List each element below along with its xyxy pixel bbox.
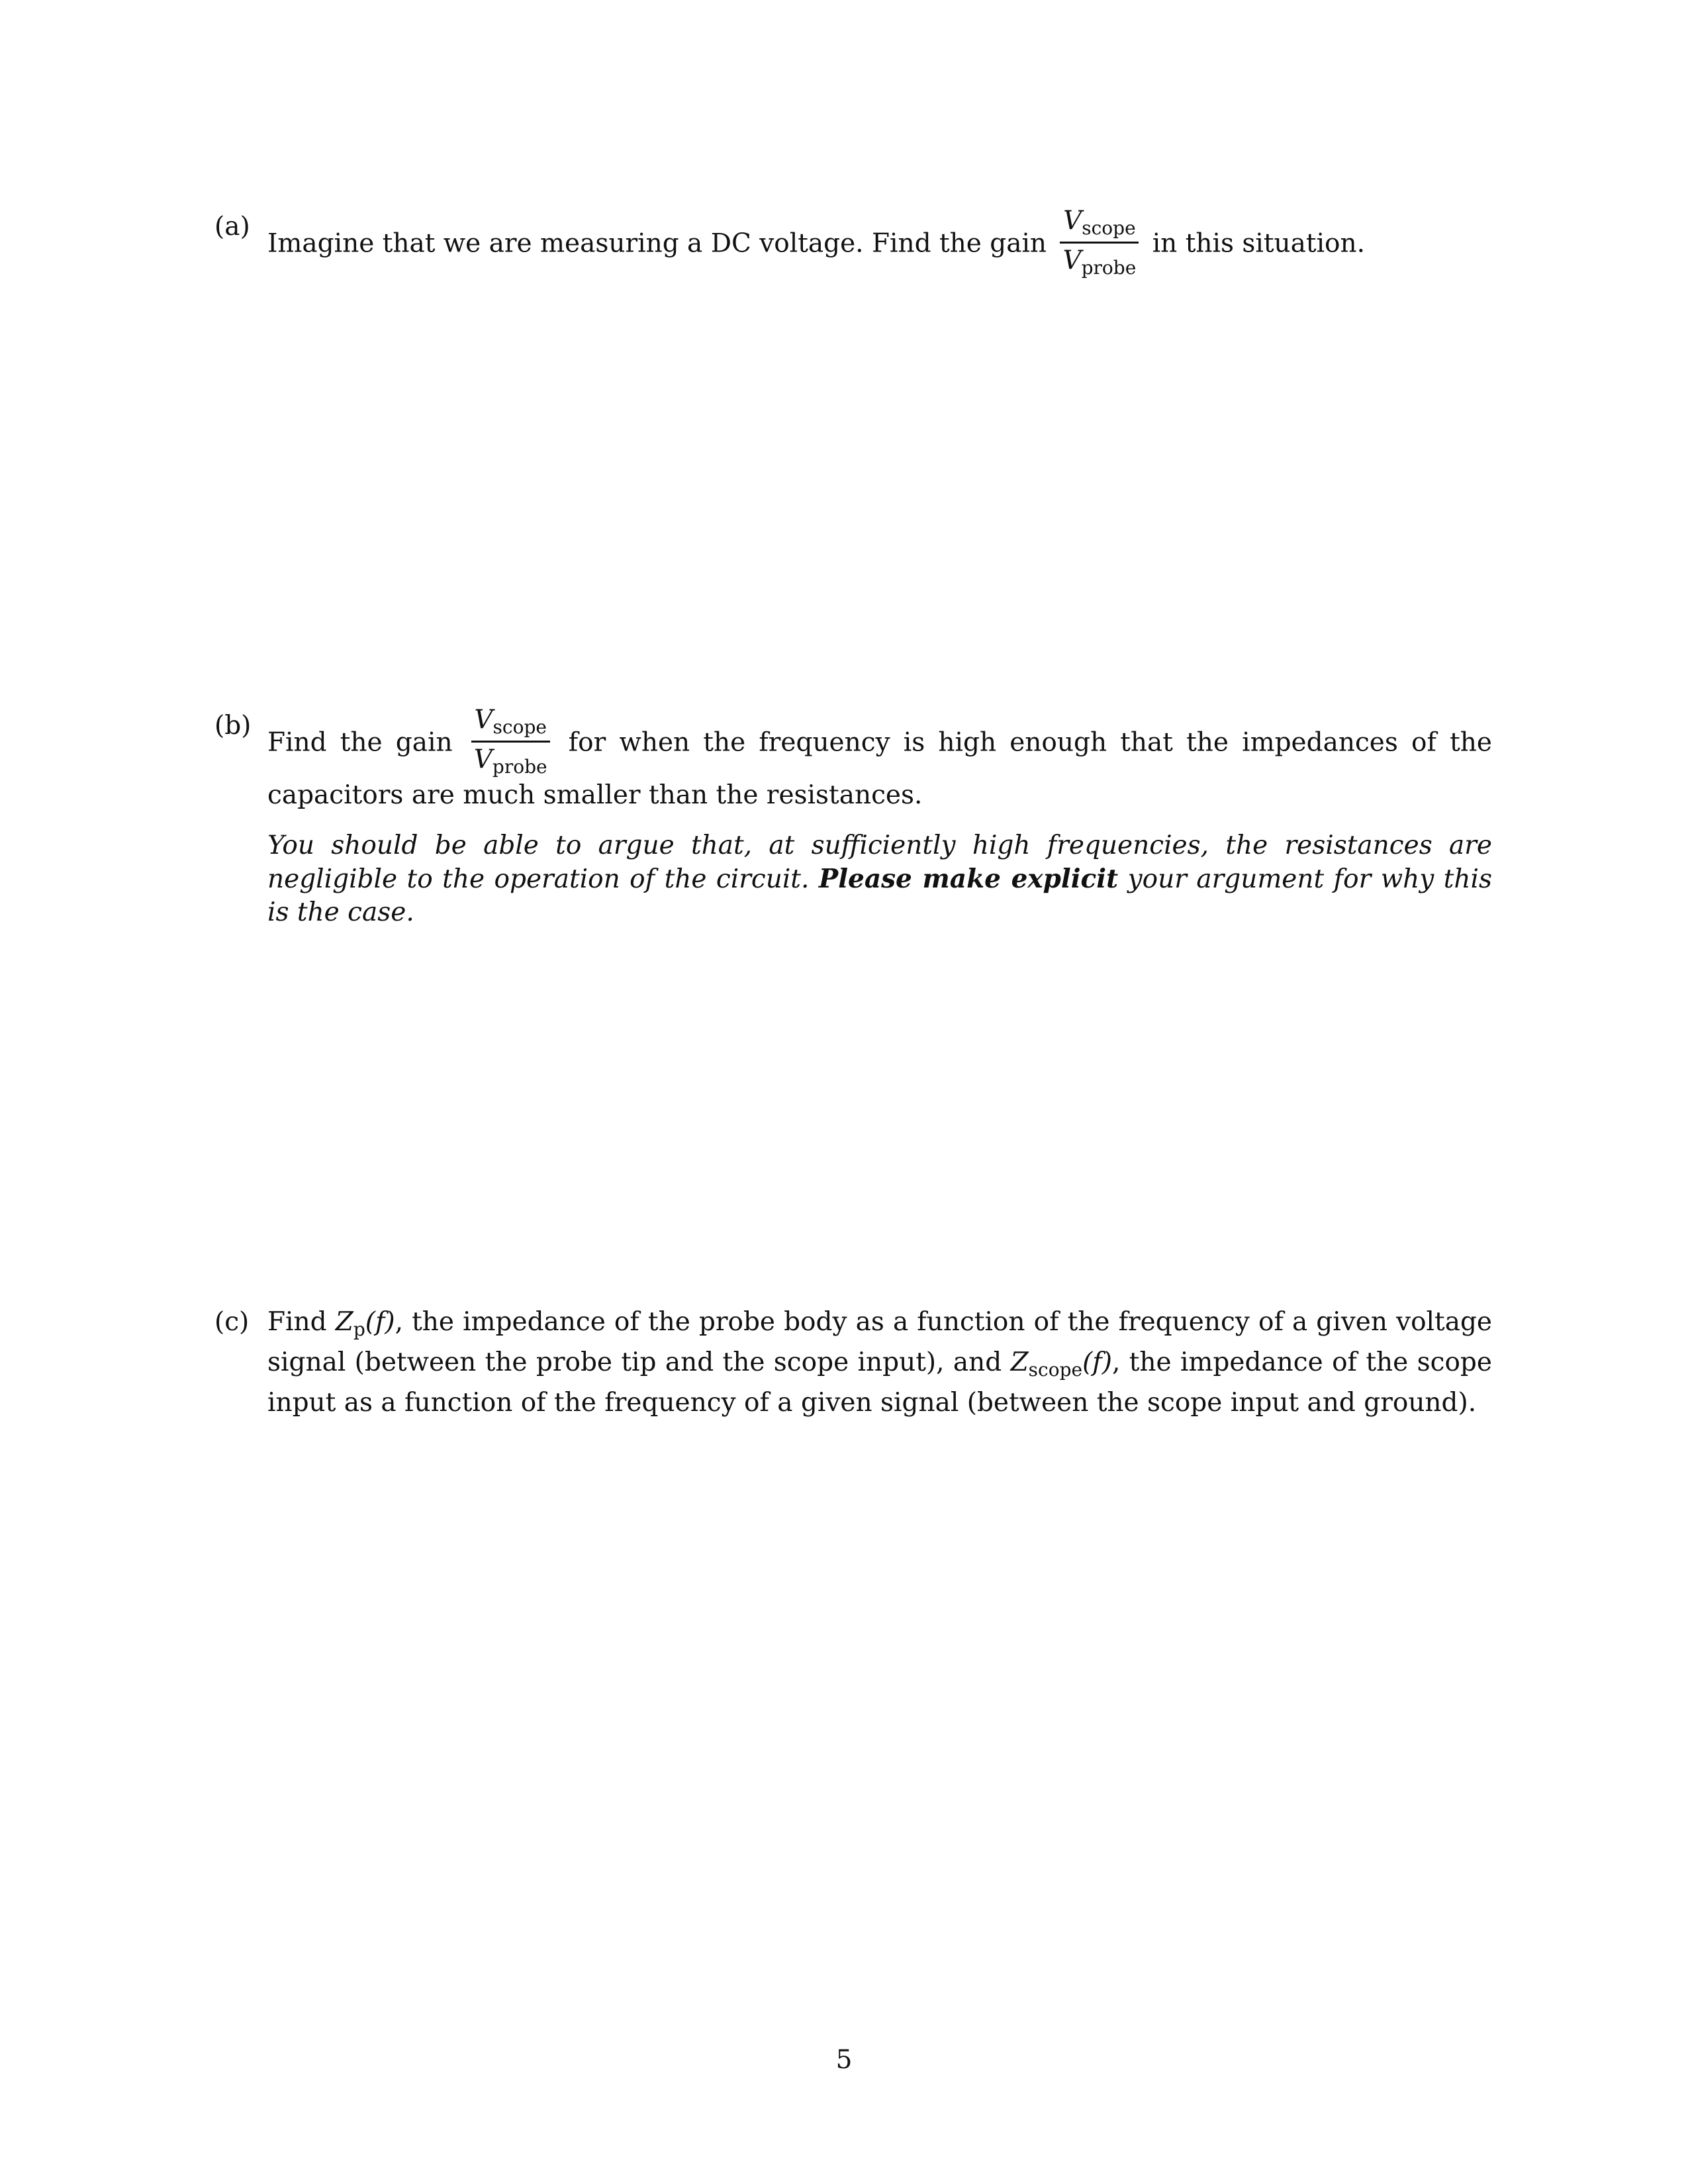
question-b-body	[267, 705, 1492, 812]
gain-denominator: $V_{probe}$	[1062, 246, 1137, 279]
question-c-label: (c)	[214, 1307, 250, 1337]
note-text-1: You should be able to argue that, at sufficiently high frequencies, the resistances are negligible to the operation of the circuit.	[267, 831, 1492, 894]
question-a-label: (a)	[214, 212, 250, 242]
question-b-label: (b)	[214, 711, 252, 741]
gain-numerator: $V_{scope}$	[471, 707, 550, 743]
question-a-text-before: Imagine that we are measuring a DC voltage. Find the gain	[267, 228, 1047, 259]
gain-denominator: $V_{probe}$	[473, 745, 547, 778]
question-a-text-after: in this situation.	[1152, 228, 1366, 259]
question-b-text-before: Find the gain	[267, 727, 453, 758]
question-c-text-1: Find	[267, 1307, 327, 1337]
question-c	[214, 1306, 1492, 1420]
question-c-text-3: , the impedance of the scope input as a function of the frequency of a given signal (between the scope input and ground).	[267, 1347, 1492, 1418]
note-text-2: your argument for why this is the case.	[267, 864, 1492, 927]
zp-symbol: $Z_p(f)$	[335, 1307, 395, 1340]
gain-fraction-a	[1060, 208, 1139, 277]
question-c-text-2: , the impedance of the probe body as a function of the frequency of a given voltage signal (between the probe tip and the scope input), and	[267, 1307, 1492, 1377]
question-c-body	[267, 1306, 1492, 1420]
gain-fraction-b	[471, 707, 550, 776]
question-b	[214, 705, 1492, 929]
gain-numerator: $V_{scope}$	[1060, 208, 1139, 244]
zscope-symbol: $Z_{scope}(f)$	[1010, 1347, 1112, 1381]
question-a	[214, 206, 1492, 280]
question-a-body	[267, 206, 1492, 280]
question-b-note	[267, 829, 1492, 929]
page-number: 5	[835, 2045, 853, 2075]
note-bold-emphasis: Please make explicit	[818, 864, 1119, 894]
question-b-text-after: for when the frequency is high enough that the impedances of the capacitors are much smaller than the resistances.	[267, 727, 1492, 810]
